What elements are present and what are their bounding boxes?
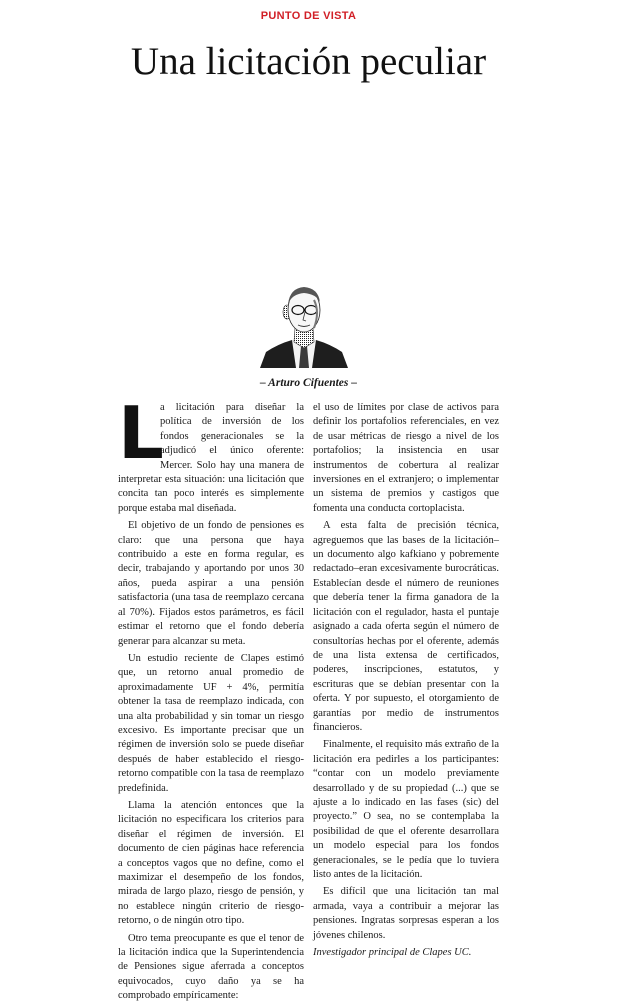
author-byline: – Arturo Cifuentes – <box>259 377 358 389</box>
author-portrait-icon <box>258 282 350 368</box>
article-column-right <box>313 401 499 963</box>
article-column-left <box>118 391 304 1007</box>
paragraph-text: a licitación para diseñar la política de inversión de los fondos generacionales se la adjudicó el único oferente: Mercer. Solo hay una manera de interpretar esta situación: una licitación que concita tan poco interés es simplemente porque estaba mal diseñada. <box>118 402 304 514</box>
article-paragraph: Otro tema preocupante es que el tenor de la licitación indica que la Superintendencia de Pensiones sigue aferrada a conceptos equivocados, cuyo daño ya se ha comprobado empíricamente: <box>118 932 304 1002</box>
article-paragraph <box>118 391 304 516</box>
article-paragraph: Finalmente, el requisito más extraño de la licitación era pedirles a los participantes: “contar con un modelo previamente desarrollado y de su propiedad (...) que se ajuste a lo indicado en las fases (sic) del proyecto.” O sea, no se contemplaba la posibilidad de que el oferente desarrollara un modelo especial para los fondos generacionales, se le pedía que lo tuviera listo antes de la licitación. <box>313 739 499 880</box>
article-paragraph: Es difícil que una licitación tan mal armada, vaya a contribuir a mejorar las pensiones. Ingratas sorpresas esperan a los jóvenes chilenos. <box>313 886 499 941</box>
drop-cap: L <box>118 391 164 475</box>
article-headline: Una licitación peculiar <box>130 40 487 83</box>
section-label: PUNTO DE VISTA <box>260 10 357 22</box>
article-paragraph: El objetivo de un fondo de pensiones es claro: que una persona que haya contribuido a este en forma regular, es decir, trabajando y aportando por unos 30 años, pueda aspirar a una pensión satisfactoria (una tasa de reemplazo cercana al 70%). Fijados estos parámetros, es fácil estimar el retorno que el fondo debería generar para alcanzar su meta. <box>118 520 304 647</box>
article-paragraph: Llama la atención entonces que la licitación no especificara los criterios para diseñar el régimen de inversión. El documento de cien páginas hace referencia a conceptos vagos que no define, como el maximizar el desempeño de los fondos, mirada de largo plazo, riesgo de pensión, y no establece ningún criterio de riesgo-retorno, o de ningún otro tipo. <box>118 799 304 927</box>
article-paragraph: Un estudio reciente de Clapes estimó que, un retorno anual promedio de aproximadamente UF + 4%, permitía obtener la tasa de reemplazo indicada, con una alta probabilidad y sin tomar un riesgo excesivo. Es importante precisar que un régimen de inversión solo se puede diseñar después de haber establecido el riesgo-retorno compatible con la tasa de reemplazo predefinida. <box>118 652 304 794</box>
article-paragraph: el uso de límites por clase de activos para definir los portafolios referenciales, en vez de usar métricas de riesgo a nivel de los portafolios; la insistencia en usar instrumentos de cobertura al realizar inversiones en el extranjero; o implementar un sistema de premios y castigos que fomenta una conducta cortoplacista. <box>313 402 499 514</box>
author-signoff: Investigador principal de Clapes UC. <box>313 947 472 959</box>
article-paragraph: A esta falta de precisión técnica, agreguemos que las bases de la licitación– un documento algo kafkiano y pobremente redactado–eran excesivamente burocráticas. Establecían desde el número de reuniones que debería tener la firma ganadora de la licitación con el regulador, hasta el puntaje asignado a cada oferta según el número de consultorías hechas por el oferente, además de una lista extensa de certificados, poderes, inscripciones, estatutos, y escrituras que se debían presentar con la oferta. Y por supuesto, el otorgamiento de garantías por medio de instrumentos financieros. <box>313 520 499 733</box>
